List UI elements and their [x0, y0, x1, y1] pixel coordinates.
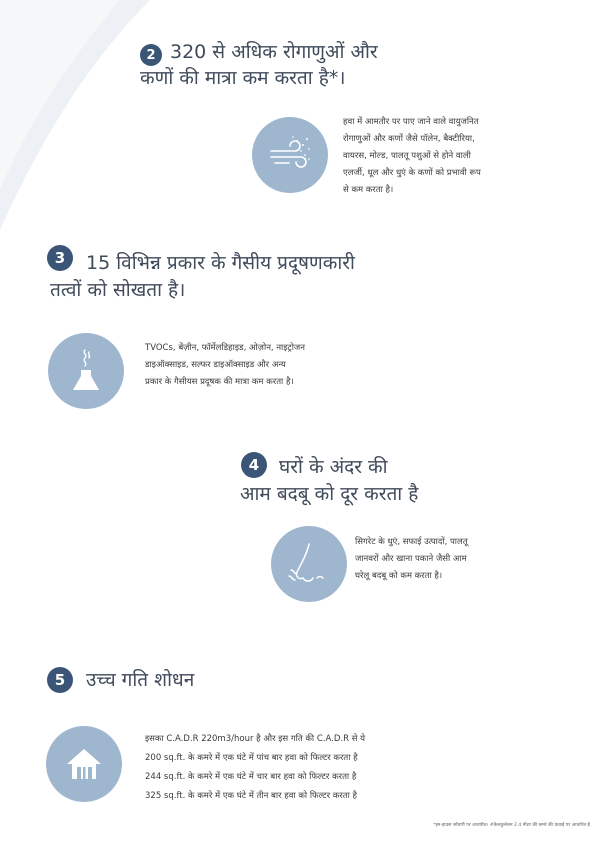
- footnote: *इन-हाउस जाँचणी पर आधारित। #कैलकुलेशन 2.4 मीटर की कमरे की ऊंचाई पर आधारित है: [433, 823, 590, 828]
- section-2-number-badge: 2: [140, 44, 162, 66]
- section-2-desc-line: से कम करता है।: [343, 185, 394, 195]
- section-4-desc-line: जानवरों और खाना पकाने जैसी आम: [355, 554, 467, 564]
- section-2-desc-line: रोगाणुओं और कणों जैसे पॉलेन, बैक्टीरिया,: [343, 134, 475, 144]
- section-4-description: [355, 534, 555, 585]
- section-5-desc-line: 325 sq.ft. के कमरे में एक घंटे में तीन बार हवा को फिल्टर करता है: [145, 791, 358, 801]
- section-2-description: [343, 114, 573, 199]
- section-2-desc-line: वायरस, मोल्ड, पालतू पशुओं से होने वाली: [343, 151, 471, 161]
- section-2-desc-line: एलर्जी, धूल और धुएं के कणों को प्रभावी रूप: [343, 168, 481, 178]
- home-icon: [46, 726, 122, 802]
- section-3-desc-line: प्रकार के गैसीयस प्रदूषक की मात्रा कम करता है।: [145, 377, 294, 387]
- section-3-desc-line: डाइऑक्साइड, सल्फर डाइऑक्साइड और अन्य: [145, 360, 286, 370]
- section-5-desc-line: इसका C.A.D.R 220m3/hour है और इस गति की C.A.D.R से ये: [145, 734, 366, 744]
- section-2-desc-line: हवा में आमतौर पर पाए जाने वाले वायुजनित: [343, 117, 479, 127]
- section-5-desc-line: 200 sq.ft. के कमरे में एक घंटे में पांच बार हवा को फिल्टर करता है: [145, 753, 358, 763]
- section-4-heading-line1: घरों के अंदर की: [279, 456, 388, 478]
- section-4-desc-line: सिगरेट के धुएं, सफाई उत्पादों, पालतू: [355, 537, 468, 547]
- air-flow-icon: [252, 117, 328, 193]
- section-3-heading-line1: 15 विभिन्न प्रकार के गैसीय प्रदूषणकारी: [86, 252, 355, 274]
- section-5-number-badge: 5: [47, 667, 73, 693]
- nose-icon: [271, 526, 347, 602]
- section-5-heading: उच्च गति शोधन: [86, 669, 195, 691]
- section-4-number-badge: 4: [241, 452, 267, 478]
- section-5-description: [145, 730, 475, 806]
- section-3-description: [145, 340, 405, 391]
- section-3-heading-line2: तत्वों को सोखता है।: [50, 279, 186, 301]
- flask-fumes-icon: [48, 333, 124, 409]
- section-4-heading-line2: आम बदबू को दूर करता है: [240, 483, 419, 505]
- section-3-desc-line: TVOCs, बेंज़ीन, फॉर्मेलडिहाइड, ओज़ोन, नाइट्रोजन: [145, 343, 305, 353]
- section-3-number-badge: 3: [47, 245, 73, 271]
- section-2-heading-line1: 320 से अधिक रोगाणुओं और: [170, 41, 378, 63]
- section-4-desc-line: घरेलू बदबू को कम करता है।: [355, 571, 443, 581]
- section-2-heading-line2: कणों की मात्रा कम करता है*।: [140, 67, 346, 89]
- section-5-desc-line: 244 sq.ft. के कमरे में एक घंटे में चार बार हवा को फिल्टर करता है: [145, 772, 357, 782]
